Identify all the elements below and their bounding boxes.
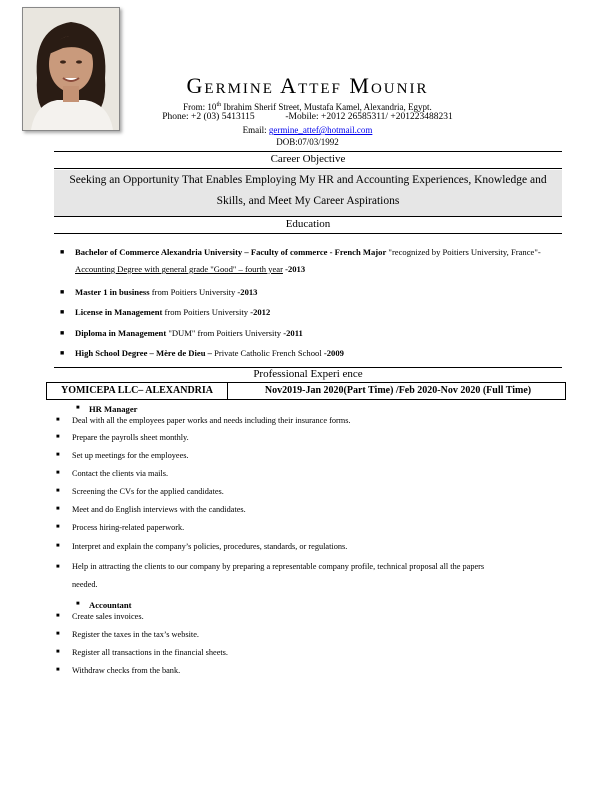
mobile-number: +2012 26585311/ +201223488231 (320, 112, 453, 122)
email-link[interactable]: germine_attef@hotmail.com (268, 125, 373, 135)
task-text: Meet and do English interviews with the candidates. (72, 505, 246, 514)
education-item (60, 304, 550, 321)
mobile-label: -Mobile: (285, 112, 319, 122)
edu-year: -2013 (282, 264, 306, 274)
task-text: Contact the clients via mails. (72, 469, 169, 478)
education-top-rule (54, 216, 562, 217)
edu-detail: Private Catholic French School (211, 348, 322, 358)
bullet-icon: ■ (56, 649, 60, 655)
bullet-icon: ■ (56, 417, 60, 423)
bullet-icon: ■ (76, 601, 80, 607)
phone-number: +2 (03) 5413115 (191, 112, 255, 122)
role-name: Accountant (89, 600, 132, 610)
phone-line (120, 112, 495, 123)
career-bottom-rule (54, 168, 562, 169)
edu-year: -2013 (235, 287, 258, 297)
bullet-icon: ■ (56, 488, 60, 494)
edu-year: -2009 (321, 348, 344, 358)
edu-detail: from Poitiers University (162, 307, 249, 317)
bullet-icon: ■ (56, 452, 60, 458)
edu-detail: "recognized by Poitiers University, France"- (386, 247, 541, 257)
bullet-icon: ■ (56, 470, 60, 476)
task-text: Screening the CVs for the applied candidates. (72, 487, 224, 496)
task-text: Interpret and explain the company’s policies, procedures, standards, or regulations. (72, 542, 348, 551)
education-item (60, 284, 550, 301)
task-text: Withdraw checks from the bank. (72, 666, 181, 675)
edu-detail: "DUM" from Poitiers University (166, 328, 282, 338)
edu-degree: Bachelor of Commerce Alexandria University – Faculty of commerce - French Major (75, 247, 387, 257)
bullet-icon: ■ (56, 613, 60, 619)
job-table (46, 382, 566, 400)
education-item (60, 345, 550, 362)
education-item (60, 325, 550, 342)
edu-year: -2011 (281, 328, 303, 338)
bullet-icon: ■ (56, 524, 60, 530)
education-heading: Education (285, 218, 331, 230)
address-rest: Ibrahim Sherif Street, Mustafa Kamel, Alexandria, Egypt. (221, 102, 432, 112)
email-label: Email: (242, 125, 267, 135)
bullet-icon: ■ (56, 434, 60, 440)
bullet-icon: ■ (60, 329, 65, 337)
bullet-icon: ■ (60, 248, 65, 256)
candidate-name: Germine Attef Mounir (186, 73, 429, 98)
role-name: HR Manager (89, 404, 138, 414)
task-text: Set up meetings for the employees. (72, 451, 189, 460)
address-sup: th (216, 102, 222, 108)
task-text: Create sales invoices. (72, 612, 144, 621)
edu-year: -2012 (248, 307, 271, 317)
bullet-icon: ■ (60, 308, 65, 316)
education-item (60, 244, 550, 280)
company-name: YOMICEPA LLC– ALEXANDRIA (47, 383, 228, 399)
task-text: Register the taxes in the tax’s website. (72, 630, 199, 639)
edu-degree: Master 1 in business (75, 287, 150, 297)
task-text: Prepare the payrolls sheet monthly. (72, 433, 189, 442)
edu-grade: Accounting Degree with general grade "Good" – fourth year (75, 264, 283, 274)
bullet-icon: ■ (56, 667, 60, 673)
task-text: Deal with all the employees paper works and needs including their insurance forms. (72, 416, 351, 425)
phone-label: Phone: (162, 112, 189, 122)
task-text: Process hiring-related paperwork. (72, 523, 185, 532)
bullet-icon: ■ (60, 288, 65, 296)
bullet-icon: ■ (56, 543, 60, 549)
career-objective-text: Seeking an Opportunity That Enables Employing My HR and Accounting Experiences, Knowledge and Skills, and Meet My Career Aspirations (54, 170, 562, 216)
bullet-icon: ■ (56, 631, 60, 637)
dob-line: DOB:07/03/1992 (276, 137, 339, 147)
task-text: Register all transactions in the financial sheets. (72, 648, 228, 657)
edu-degree: License in Management (75, 307, 163, 317)
bullet-icon: ■ (56, 506, 60, 512)
address-prefix: From: 10 (183, 102, 217, 112)
profile-photo (22, 7, 120, 131)
experience-heading: Professional Experi ence (253, 368, 363, 380)
bullet-icon: ■ (60, 349, 65, 357)
career-objective-heading: Career Objective (270, 153, 346, 165)
career-top-rule (54, 151, 562, 152)
edu-degree: High School Degree – Mère de Dieu – (75, 348, 212, 358)
edu-detail: from Poitiers University (149, 287, 236, 297)
email-line (120, 125, 495, 136)
bullet-icon: ■ (56, 564, 60, 570)
task-text: Help in attracting the clients to our company by preparing a representable company profile, technical proposal all the papers needed. (72, 562, 485, 589)
job-period: Nov2019-Jan 2020(Part Time) /Feb 2020-Nov 2020 (Full Time) (264, 385, 532, 396)
bullet-icon: ■ (76, 405, 80, 411)
education-bottom-rule (54, 233, 562, 234)
edu-degree: Diploma in Management (75, 328, 167, 338)
